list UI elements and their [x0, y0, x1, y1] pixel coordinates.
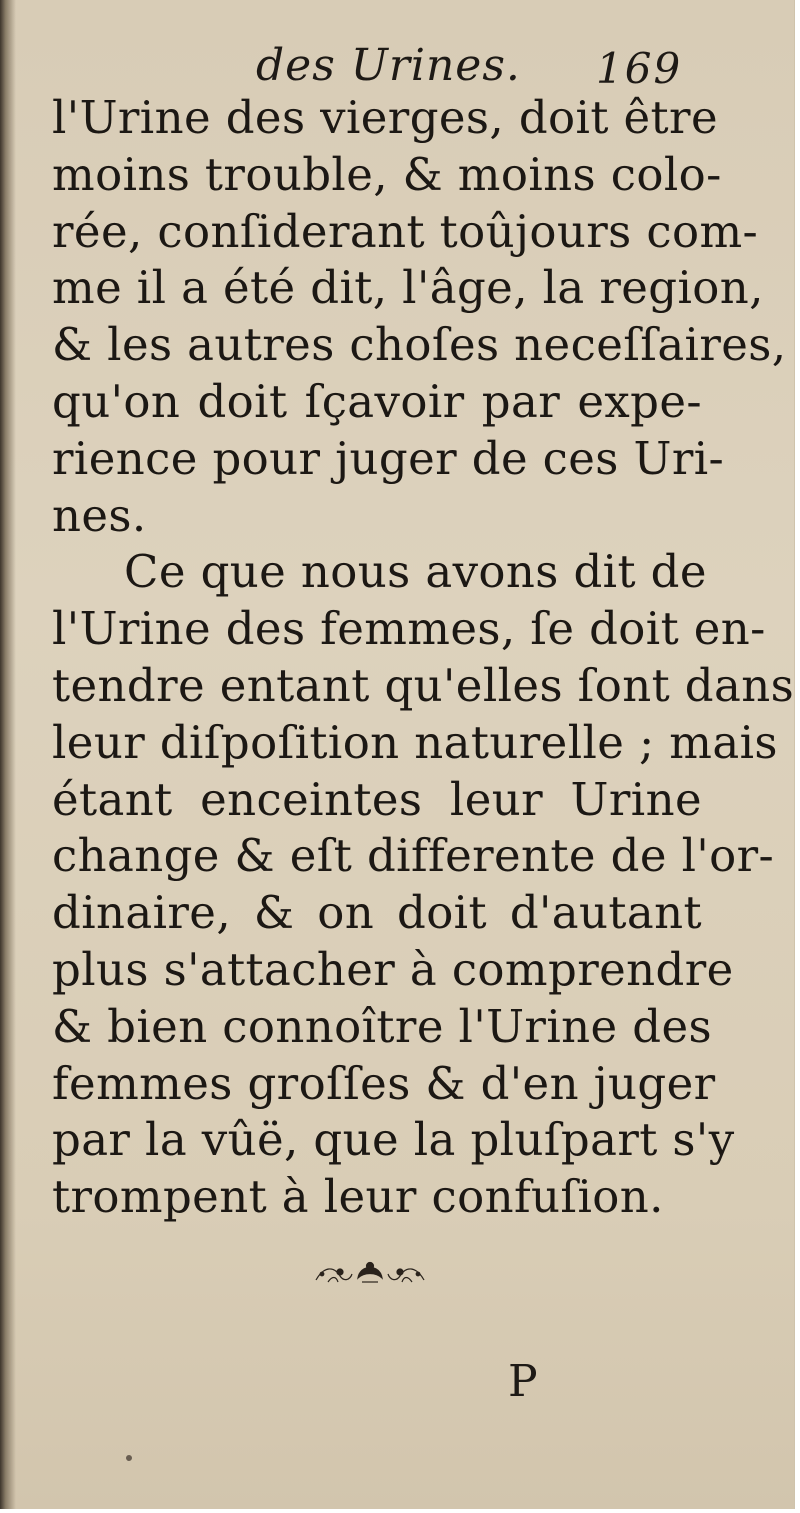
- page-spine-shadow: [0, 0, 16, 1509]
- paragraph: [52, 544, 795, 1226]
- text-line: l'Urine des vierges, doit être: [52, 91, 718, 144]
- signature-mark: P: [508, 1356, 538, 1407]
- text-line: qu'on doit ſçavoir par expe-: [52, 374, 702, 428]
- text-line: plus s'attacher à comprendre: [52, 942, 734, 996]
- text-line: trompent à leur confuſion.: [52, 1170, 664, 1224]
- text-line: par la vûë, que la pluſpart s'y: [52, 1113, 735, 1167]
- text-line: femmes groſſes & d'en juger: [52, 1056, 716, 1110]
- text-line: tendre entant qu'elles ſont dans: [52, 658, 795, 712]
- text-line: me il a été dit, l'âge, la region,: [52, 261, 764, 315]
- text-line: & les autres choſes neceſſaires,: [52, 318, 787, 372]
- floral-ornament-icon: [310, 1258, 430, 1288]
- page-number: 169: [596, 44, 683, 93]
- text-line: change & eſt differente de l'or-: [52, 829, 775, 883]
- paragraph: [52, 90, 787, 544]
- text-line: dinaire, & on doit d'autant: [52, 886, 702, 940]
- ornament-shape: [316, 1263, 424, 1283]
- paper-speck: [126, 1455, 132, 1461]
- text-line: & bien connoître l'Urine des: [52, 999, 712, 1053]
- text-line: Ce que nous avons dit de: [124, 545, 707, 599]
- text-line: étant enceintes leur Urine: [52, 772, 702, 826]
- text-line: rience pour juger de ces Uri-: [52, 431, 725, 485]
- text-line: moins trouble, & moins colo-: [52, 147, 722, 201]
- text-line: l'Urine des femmes, ſe doit en-: [52, 602, 766, 656]
- text-line: leur diſpoſition naturelle ; mais: [52, 715, 778, 769]
- text-line: nes.: [52, 488, 147, 542]
- text-line: rée, conſiderant toûjours com-: [52, 204, 759, 258]
- running-title: des Urines.: [256, 40, 521, 91]
- body-text: [52, 90, 795, 1226]
